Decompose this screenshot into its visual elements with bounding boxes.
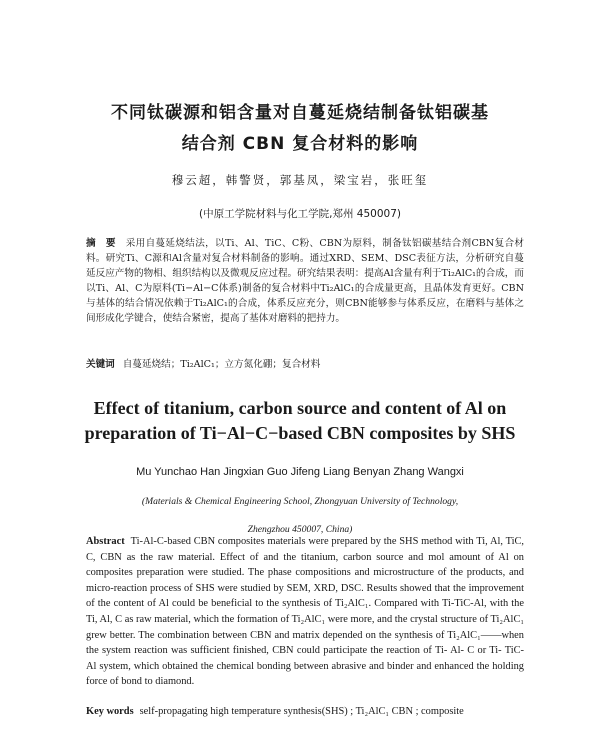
chinese-keywords-label: 关键词 xyxy=(86,359,115,370)
english-abstract-label: Abstract xyxy=(86,536,125,547)
english-authors: Mu Yunchao Han Jingxian Guo Jifeng Liang Benyan Zhang Wangxi xyxy=(136,466,464,478)
english-title-line-2: preparation of Ti−Al−C−based CBN composites by SHS xyxy=(84,423,516,443)
english-keywords-label: Key words xyxy=(86,706,134,717)
chinese-abstract-text: 采用自蔓延烧结法，以Ti、Al、TiC、C粉、CBN为原料，制备钛铝碳基结合剂CBN复合材料。研究Ti、C源和Al含量对复合材料制备的影响。通过XRD、SEM、DSC表征方法，分析研究自蔓延反应产物的物相、组织结构以及微观反应过程。研究结果表明：提高Al含量有利于Ti₂AlC₁的合成，而以Ti、Al、C为原料(Ti−Al−C体系)制备的复合材料中Ti₂AlC₁的合成量更高，且晶体发育更好。CBN与基体的结合情况依赖于Ti₂AlC₁的合成，体系反应充分，则CBN能够参与体系反应，在磨料与基体之间形成化学键合，使结合紧密，提高了基体对磨料的把持力。 xyxy=(86,238,525,324)
english-affiliation-line-1: (Materials & Chemical Engineering School, Zhongyuan University of Technology, xyxy=(141,496,459,507)
english-title xyxy=(60,396,540,446)
chinese-title-line-1: 不同钛碳源和铝含量对自蔓延烧结制备钛铝碳基 xyxy=(111,103,489,123)
chinese-abstract xyxy=(86,236,524,326)
chinese-abstract-label: 摘 要 xyxy=(86,238,116,249)
chinese-keywords xyxy=(86,357,524,372)
english-title-line-1: Effect of titanium, carbon source and content of Al on xyxy=(93,398,507,418)
chinese-title-line-2: 结合剂 CBN 复合材料的影响 xyxy=(181,134,419,154)
chinese-affiliation: (中原工学院材料与化工学院,郑州 450007) xyxy=(199,208,401,220)
english-affiliation-line-2: Zhengzhou 450007, China) xyxy=(247,524,353,535)
chinese-authors: 穆云超，韩警贤，郭基凤，梁宝岩，张旺玺 xyxy=(171,173,429,187)
english-keywords xyxy=(86,706,524,717)
english-abstract-text: Ti-Al-C-based CBN composites materials were prepared by the SHS method with Ti, Al, TiC, C, CBN as the raw material. Effect of and the titanium, carbon source and mol amount of Al on composites preparation were studied. The phase compositions and microstructure of the products, and micro-reaction process of SHS were studied by SEM, XRD, DSC. Results showed that the improvement of the content of Al could be beneficial to the synthesis of Ti₂AlC₁. Compared with Ti-TiC-Al, with the Ti, Al, C as raw material, which the formation of Ti₂AlC₁ were more, and the crystal structure of Ti₂AlC₁ grew better. The combination between CBN and matrix depended on the synthesis of Ti₂AlC₁——when the system reaction was sufficient finished, CBN could participate the reaction of Ti- Al- C or Ti- TiC- Al system, which obtained the chemical bonding between abrasive and binder and enhanced the holding force of bond to diamond. xyxy=(86,536,524,688)
english-abstract xyxy=(86,534,524,690)
english-keywords-text: self-propagating high temperature synthesis(SHS) ; Ti₂AlC₁ CBN ; composite xyxy=(139,706,464,717)
chinese-title xyxy=(60,98,540,160)
chinese-keywords-text: 自蔓延烧结；Ti₂AlC₁；立方氮化硼；复合材料 xyxy=(122,359,321,370)
